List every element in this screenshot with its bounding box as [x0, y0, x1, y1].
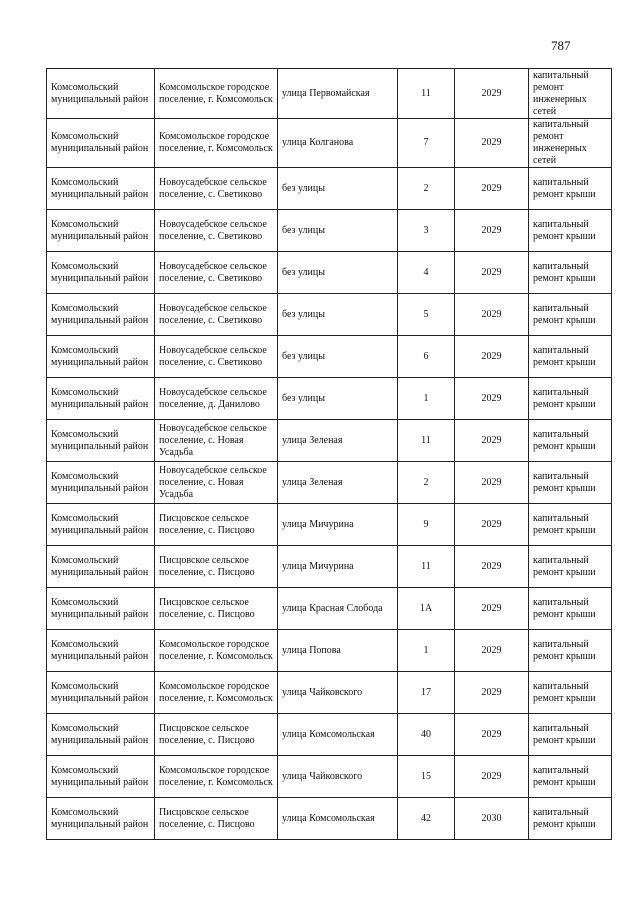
- district-cell: Комсомольский муниципальный район: [47, 714, 155, 756]
- work-type-cell: капитальный ремонт крыши: [529, 294, 612, 336]
- work-type-cell: капитальный ремонт крыши: [529, 504, 612, 546]
- street-cell: улица Мичурина: [278, 504, 398, 546]
- street-cell: без улицы: [278, 378, 398, 420]
- settlement-cell: Комсомольское городское поселение, г. Комсомольск: [155, 630, 278, 672]
- work-type-cell: капитальный ремонт крыши: [529, 336, 612, 378]
- table-row: [47, 714, 612, 756]
- district-cell: Комсомольский муниципальный район: [47, 378, 155, 420]
- street-cell: улица Попова: [278, 630, 398, 672]
- work-type-cell: капитальный ремонт инженерных сетей: [529, 69, 612, 119]
- settlement-cell: Комсомольское городское поселение, г. Комсомольск: [155, 69, 278, 119]
- work-type-cell: капитальный ремонт крыши: [529, 672, 612, 714]
- district-cell: Комсомольский муниципальный район: [47, 588, 155, 630]
- house-number-cell: 17: [398, 672, 455, 714]
- table-body: [47, 69, 612, 840]
- street-cell: без улицы: [278, 210, 398, 252]
- settlement-cell: Писцовское сельское поселение, с. Писцово: [155, 798, 278, 840]
- house-number-cell: 1: [398, 630, 455, 672]
- work-type-cell: капитальный ремонт крыши: [529, 210, 612, 252]
- settlement-cell: Комсомольское городское поселение, г. Комсомольск: [155, 119, 278, 168]
- house-number-cell: 4: [398, 252, 455, 294]
- street-cell: улица Первомайская: [278, 69, 398, 119]
- house-number-cell: 1А: [398, 588, 455, 630]
- district-cell: Комсомольский муниципальный район: [47, 504, 155, 546]
- street-cell: без улицы: [278, 294, 398, 336]
- table-row: [47, 462, 612, 504]
- house-number-cell: 7: [398, 119, 455, 168]
- year-cell: 2029: [455, 336, 529, 378]
- street-cell: улица Зеленая: [278, 462, 398, 504]
- year-cell: 2029: [455, 714, 529, 756]
- year-cell: 2029: [455, 504, 529, 546]
- district-cell: Комсомольский муниципальный район: [47, 672, 155, 714]
- settlement-cell: Комсомольское городское поселение, г. Комсомольск: [155, 756, 278, 798]
- work-type-cell: капитальный ремонт крыши: [529, 798, 612, 840]
- street-cell: улица Чайковского: [278, 756, 398, 798]
- work-type-cell: капитальный ремонт инженерных сетей: [529, 119, 612, 168]
- table-row: [47, 378, 612, 420]
- settlement-cell: Писцовское сельское поселение, с. Писцово: [155, 588, 278, 630]
- year-cell: 2029: [455, 756, 529, 798]
- house-number-cell: 11: [398, 546, 455, 588]
- house-number-cell: 11: [398, 420, 455, 462]
- year-cell: 2029: [455, 378, 529, 420]
- district-cell: Комсомольский муниципальный район: [47, 294, 155, 336]
- settlement-cell: Новоусадебское сельское поселение, с. Светиково: [155, 252, 278, 294]
- house-number-cell: 42: [398, 798, 455, 840]
- district-cell: Комсомольский муниципальный район: [47, 119, 155, 168]
- year-cell: 2029: [455, 420, 529, 462]
- work-type-cell: капитальный ремонт крыши: [529, 420, 612, 462]
- year-cell: 2030: [455, 798, 529, 840]
- district-cell: Комсомольский муниципальный район: [47, 336, 155, 378]
- table-row: [47, 168, 612, 210]
- work-type-cell: капитальный ремонт крыши: [529, 546, 612, 588]
- table-row: [47, 119, 612, 168]
- house-number-cell: 2: [398, 168, 455, 210]
- street-cell: без улицы: [278, 168, 398, 210]
- table-row: [47, 798, 612, 840]
- district-cell: Комсомольский муниципальный район: [47, 252, 155, 294]
- street-cell: улица Комсомольская: [278, 714, 398, 756]
- work-type-cell: капитальный ремонт крыши: [529, 714, 612, 756]
- district-cell: Комсомольский муниципальный район: [47, 168, 155, 210]
- district-cell: Комсомольский муниципальный район: [47, 756, 155, 798]
- year-cell: 2029: [455, 210, 529, 252]
- work-type-cell: капитальный ремонт крыши: [529, 168, 612, 210]
- year-cell: 2029: [455, 168, 529, 210]
- street-cell: улица Зеленая: [278, 420, 398, 462]
- year-cell: 2029: [455, 69, 529, 119]
- year-cell: 2029: [455, 588, 529, 630]
- year-cell: 2029: [455, 462, 529, 504]
- district-cell: Комсомольский муниципальный район: [47, 630, 155, 672]
- house-number-cell: 5: [398, 294, 455, 336]
- house-number-cell: 15: [398, 756, 455, 798]
- house-number-cell: 1: [398, 378, 455, 420]
- year-cell: 2029: [455, 672, 529, 714]
- settlement-cell: Комсомольское городское поселение, г. Комсомольск: [155, 672, 278, 714]
- table-row: [47, 588, 612, 630]
- settlement-cell: Писцовское сельское поселение, с. Писцово: [155, 504, 278, 546]
- settlement-cell: Новоусадебское сельское поселение, с. Светиково: [155, 336, 278, 378]
- repair-schedule-table: [46, 68, 612, 840]
- street-cell: без улицы: [278, 252, 398, 294]
- house-number-cell: 9: [398, 504, 455, 546]
- work-type-cell: капитальный ремонт крыши: [529, 462, 612, 504]
- year-cell: 2029: [455, 546, 529, 588]
- table-row: [47, 672, 612, 714]
- settlement-cell: Новоусадебское сельское поселение, с. Новая Усадьба: [155, 420, 278, 462]
- district-cell: Комсомольский муниципальный район: [47, 210, 155, 252]
- street-cell: улица Красная Слобода: [278, 588, 398, 630]
- table-row: [47, 294, 612, 336]
- year-cell: 2029: [455, 252, 529, 294]
- work-type-cell: капитальный ремонт крыши: [529, 378, 612, 420]
- street-cell: улица Комсомольская: [278, 798, 398, 840]
- settlement-cell: Новоусадебское сельское поселение, с. Светиково: [155, 210, 278, 252]
- street-cell: улица Чайковского: [278, 672, 398, 714]
- street-cell: без улицы: [278, 336, 398, 378]
- work-type-cell: капитальный ремонт крыши: [529, 756, 612, 798]
- settlement-cell: Писцовское сельское поселение, с. Писцово: [155, 714, 278, 756]
- table-row: [47, 252, 612, 294]
- house-number-cell: 6: [398, 336, 455, 378]
- table-row: [47, 546, 612, 588]
- table-row: [47, 630, 612, 672]
- house-number-cell: 2: [398, 462, 455, 504]
- work-type-cell: капитальный ремонт крыши: [529, 252, 612, 294]
- district-cell: Комсомольский муниципальный район: [47, 420, 155, 462]
- house-number-cell: 11: [398, 69, 455, 119]
- district-cell: Комсомольский муниципальный район: [47, 462, 155, 504]
- district-cell: Комсомольский муниципальный район: [47, 798, 155, 840]
- year-cell: 2029: [455, 119, 529, 168]
- table-row: [47, 336, 612, 378]
- settlement-cell: Новоусадебское сельское поселение, с. Светиково: [155, 294, 278, 336]
- year-cell: 2029: [455, 630, 529, 672]
- table-row: [47, 420, 612, 462]
- work-type-cell: капитальный ремонт крыши: [529, 588, 612, 630]
- page-number: 787: [551, 38, 571, 53]
- settlement-cell: Писцовское сельское поселение, с. Писцово: [155, 546, 278, 588]
- table-row: [47, 756, 612, 798]
- table-row: [47, 69, 612, 119]
- work-type-cell: капитальный ремонт крыши: [529, 630, 612, 672]
- street-cell: улица Колганова: [278, 119, 398, 168]
- table-row: [47, 210, 612, 252]
- district-cell: Комсомольский муниципальный район: [47, 69, 155, 119]
- district-cell: Комсомольский муниципальный район: [47, 546, 155, 588]
- house-number-cell: 3: [398, 210, 455, 252]
- settlement-cell: Новоусадебское сельское поселение, с. Светиково: [155, 168, 278, 210]
- table-row: [47, 504, 612, 546]
- settlement-cell: Новоусадебское сельское поселение, д. Данилово: [155, 378, 278, 420]
- year-cell: 2029: [455, 294, 529, 336]
- street-cell: улица Мичурина: [278, 546, 398, 588]
- settlement-cell: Новоусадебское сельское поселение, с. Новая Усадьба: [155, 462, 278, 504]
- house-number-cell: 40: [398, 714, 455, 756]
